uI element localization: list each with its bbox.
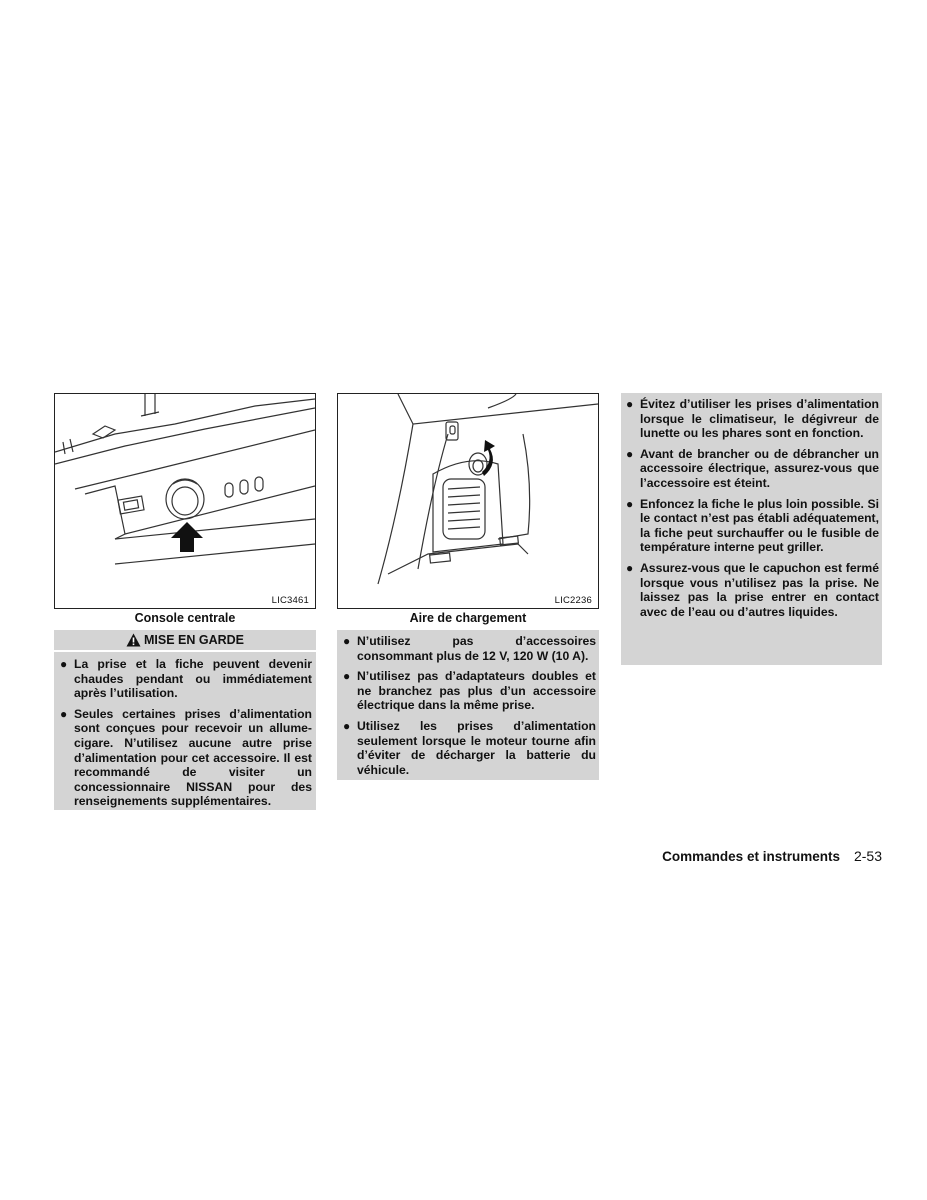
arrow-up-icon <box>171 522 203 552</box>
warning-list <box>57 657 312 815</box>
warning-title: MISE EN GARDE <box>143 633 244 647</box>
list-item: ● N’utilisez pas d’accessoires consommant plus de 12 V, 120 W (10 A). <box>343 634 596 663</box>
list-item: ● Évitez d’utiliser les prises d’alimentation lorsque le climatiseur, le dégivreur de lunette ou les phares sont en fonction. <box>626 397 879 441</box>
section-title: Commandes et instruments <box>662 849 840 864</box>
bullet: ● <box>343 669 351 684</box>
list-item: ● Seules certaines prises d’alimentation sont conçues pour recevoir un allume-cigare. N’utilisez aucune autre prise d’alimentation pour cet accessoire. Il est recommandé de visiter un concessionnaire NISSAN pour des renseignements supplémentaires. <box>60 706 312 809</box>
console-illustration <box>55 394 315 608</box>
list-item: ● Assurez-vous que le capuchon est fermé lorsque vous n’utilisez pas la prise. Ne laissez pas la prise entrer en contact avec de l’eau ou d’autres liquides. <box>626 560 879 619</box>
bullet: ● <box>60 706 68 721</box>
figure-console-centrale <box>54 393 316 609</box>
middle-notes-list <box>340 634 596 783</box>
warning-heading <box>54 633 316 647</box>
list-item: ● La prise et la fiche peuvent devenir chaudes pendant ou immédiatement après l’utilisation. <box>60 657 312 701</box>
curved-arrow-icon <box>482 440 495 476</box>
figure-caption: Console centrale <box>134 611 236 625</box>
bullet: ● <box>60 657 68 671</box>
figure-caption: Aire de chargement <box>409 611 527 625</box>
bullet: ● <box>626 560 634 575</box>
page-number: 2-53 <box>853 848 882 864</box>
bullet: ● <box>626 397 634 411</box>
bullet: ● <box>343 634 351 648</box>
right-notes-list <box>623 397 879 625</box>
cargo-area-illustration <box>338 394 598 608</box>
figure-code: LIC2236 <box>554 595 592 606</box>
bullet: ● <box>343 718 351 733</box>
bullet: ● <box>626 496 634 511</box>
figure-aire-de-chargement <box>337 393 599 609</box>
list-item: ● N’utilisez pas d’adaptateurs doubles et ne branchez pas plus d’un accessoire électrique dans la même prise. <box>343 669 596 713</box>
bullet: ● <box>626 446 634 461</box>
list-item: ● Utilisez les prises d’alimentation seulement lorsque le moteur tourne afin d’éviter de décharger la batterie du véhicule. <box>343 718 596 777</box>
list-item: ● Avant de brancher ou de débrancher un accessoire électrique, assurez-vous que l’accessoire est éteint. <box>626 446 879 490</box>
warning-divider <box>54 650 316 652</box>
list-item: ● Enfoncez la fiche le plus loin possible. Si le contact n’est pas établi adéquatement, la fiche peut surchauffer ou le fusible de température interne peut griller. <box>626 496 879 555</box>
figure-code: LIC3461 <box>271 595 309 606</box>
warning-triangle-icon <box>126 633 141 647</box>
page-footer <box>640 848 882 864</box>
